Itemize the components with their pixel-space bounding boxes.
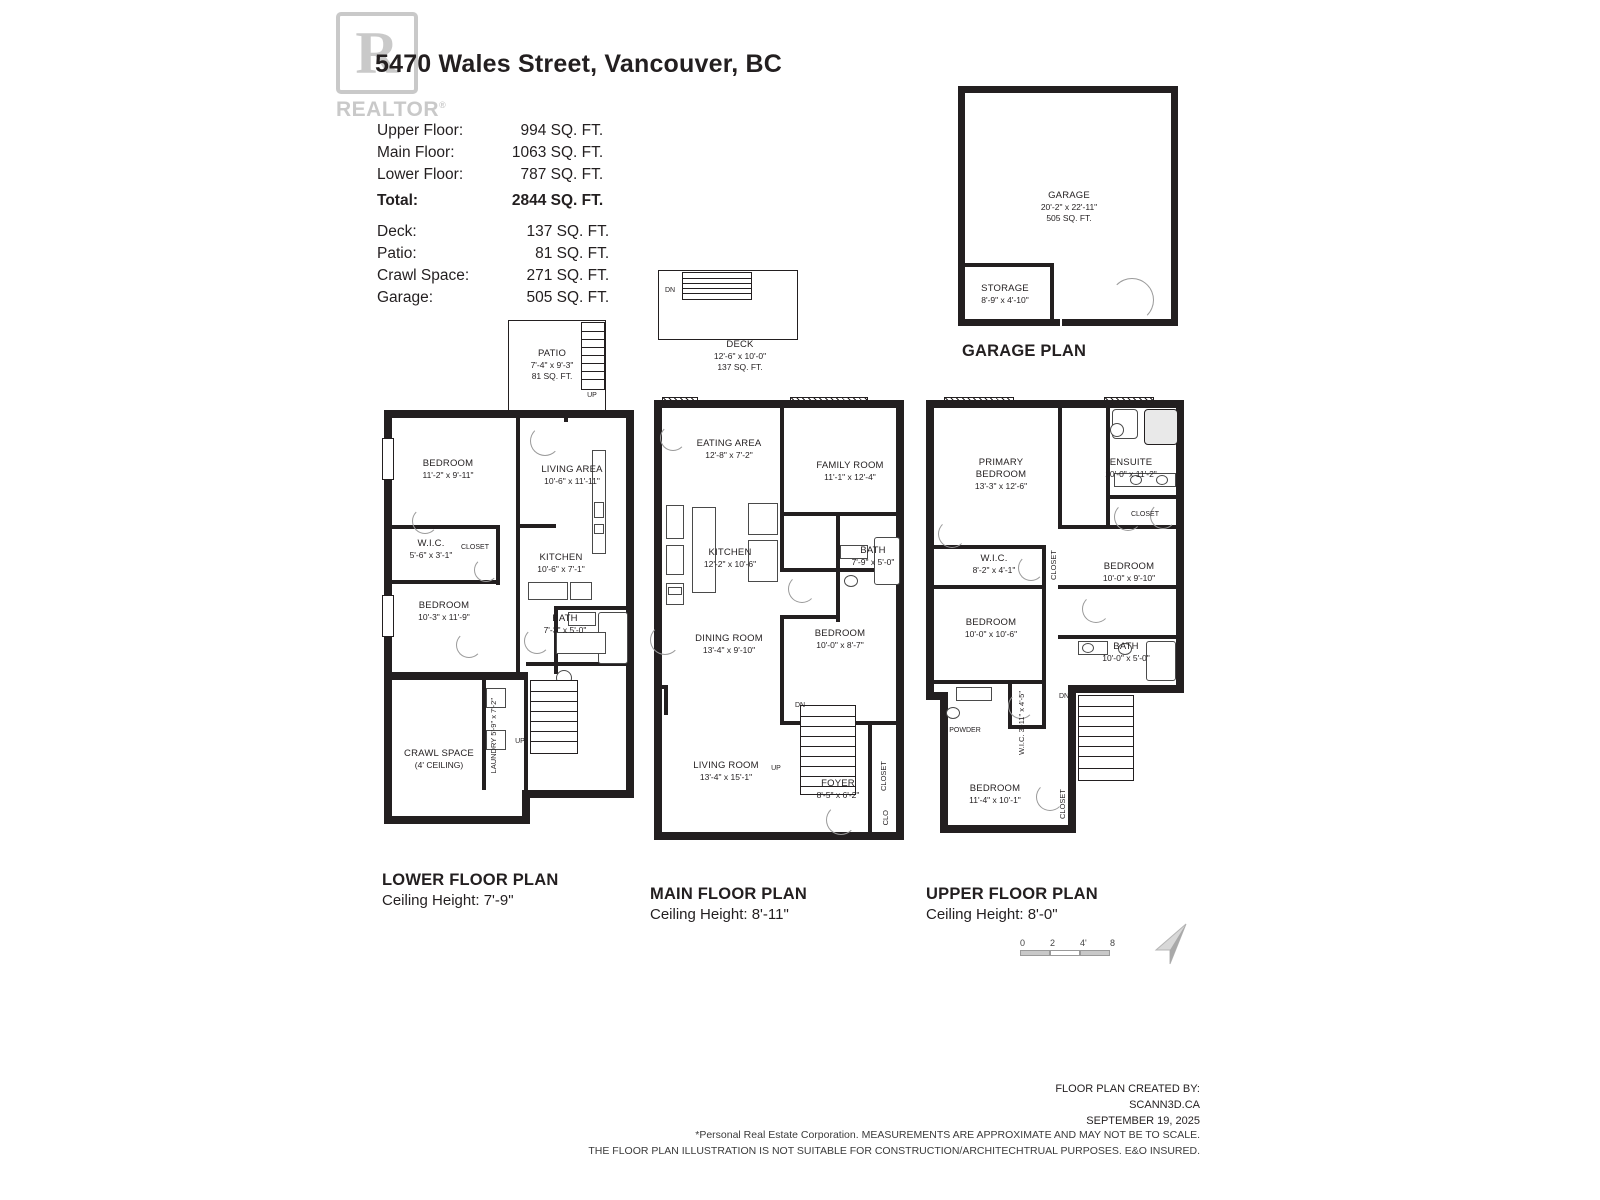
- main-floor-plan: [640, 265, 920, 855]
- eating-area-label: [674, 438, 784, 461]
- main-up-label: UP: [771, 765, 781, 772]
- area-value: 994 SQ. FT.: [520, 122, 604, 139]
- lower-partition-6: [516, 524, 556, 528]
- room-name: BEDROOM: [422, 458, 474, 469]
- door-swing-icon: [938, 520, 966, 548]
- deck-dn-label: DN: [664, 287, 676, 294]
- room-dim: 10'-0" x 10'-6": [964, 628, 1018, 639]
- room-name: BEDROOM: [1103, 561, 1155, 572]
- main-closet-label: CLOSET: [879, 761, 888, 792]
- patio-dim: 7'-4" x 9'-3": [530, 359, 574, 370]
- area-row: [377, 120, 603, 142]
- toilet-icon: [946, 707, 960, 719]
- window-icon: [662, 397, 698, 405]
- living-room-label: [668, 760, 784, 783]
- lower-wall-bottom-a: [384, 672, 524, 680]
- main-bath-label: [836, 545, 910, 568]
- upper-partition-13: [1008, 725, 1046, 729]
- room-name: BATH: [860, 545, 886, 556]
- room-dim: 11'-1" x 12'-4": [824, 471, 876, 482]
- main-plan-ceiling: Ceiling Height: 8'-11": [650, 906, 789, 923]
- main-partition-6: [780, 615, 840, 619]
- fridge-icon: [748, 503, 778, 535]
- upper-partition-8: [1058, 585, 1184, 589]
- scale-bar-graphic: [1020, 950, 1140, 956]
- window-icon: [944, 397, 1014, 405]
- room-name: CRAWL SPACE: [404, 748, 474, 759]
- main-partition-3: [780, 512, 784, 572]
- room-name: BEDROOM: [418, 600, 470, 611]
- area-row: [377, 142, 603, 164]
- room-name: KITCHEN: [708, 547, 752, 558]
- lower-partition-1: [392, 525, 500, 529]
- upper-bath-label: [1076, 641, 1176, 664]
- area-row: [377, 164, 603, 186]
- patio-area: 81 SQ. FT.: [531, 370, 573, 381]
- area-row: [377, 221, 609, 243]
- window-icon: [954, 825, 1054, 833]
- entry-door-swing-icon: [826, 805, 856, 835]
- main-dn-label: DN: [794, 702, 806, 709]
- area-label: Crawl Space:: [377, 267, 470, 284]
- lower-wall-lowleft: [384, 672, 392, 824]
- garage-storage-wall-top: [958, 263, 1054, 267]
- room-name: FAMILY ROOM: [816, 460, 884, 471]
- upper-partition-4: [1106, 495, 1184, 499]
- lower-partition-10: [524, 672, 528, 792]
- garage-door-swing-icon: [1110, 278, 1154, 322]
- door-swing-icon: [788, 575, 816, 603]
- main-wall-left: [654, 400, 662, 840]
- area-row: [377, 265, 609, 287]
- lower-closet-label: CLOSET: [460, 544, 489, 551]
- upper-wall-left: [926, 400, 934, 700]
- room-name-2: BEDROOM: [975, 468, 1027, 480]
- storage-room-name: STORAGE: [981, 283, 1029, 294]
- patio-name: PATIO: [537, 348, 567, 359]
- crawl-space-label: [396, 748, 482, 771]
- garage-door-gap: [1060, 319, 1062, 326]
- area-value: 1063 SQ. FT.: [511, 144, 604, 161]
- door-swing-icon: [474, 558, 498, 582]
- lower-partition-12: [564, 410, 568, 422]
- room-dim: 10'-6" x 11'-11": [544, 475, 600, 486]
- upper-closet-v-label: CLOSET: [1049, 550, 1058, 581]
- room-name: PRIMARY: [978, 457, 1024, 468]
- lower-wall-step-h: [522, 790, 634, 798]
- garage-room-name: GARAGE: [1048, 190, 1090, 201]
- main-partition-2: [780, 512, 904, 516]
- powder-label: POWDER: [949, 727, 981, 734]
- room-name: BEDROOM: [969, 783, 1021, 794]
- upper-wall-right: [1176, 400, 1184, 690]
- lower-partition-2: [496, 525, 500, 585]
- door-swing-icon: [530, 426, 560, 456]
- upper-closet-bottom-label: CLOSET: [1058, 789, 1067, 820]
- realtor-logo-wordmark: [336, 98, 447, 122]
- credit-line-1: FLOOR PLAN CREATED BY:: [1055, 1083, 1200, 1095]
- garage-wall-top: [958, 86, 1178, 93]
- lower-bath-label: [530, 613, 600, 636]
- room-dim: 8'-2" x 4'-1": [972, 564, 1016, 575]
- lower-partition-7: [554, 606, 634, 610]
- upper-plan-ceiling: Ceiling Height: 8'-0": [926, 906, 1058, 923]
- garage-storage-wall-right: [1050, 263, 1054, 323]
- room-dim: 10'-0" x 5'-0": [1102, 652, 1150, 663]
- disclaimer-line-2: THE FLOOR PLAN ILLUSTRATION IS NOT SUITABLE FOR CONSTRUCTION/ARCHITECHTRUAL PURPOSES. E&O INSURED.: [588, 1144, 1200, 1157]
- main-bedroom-label: [792, 628, 888, 651]
- upper-stairs: [1078, 695, 1134, 781]
- fridge-icon: [570, 582, 592, 600]
- area-row-total: [377, 186, 603, 212]
- room-dim: 7'-3" x 5'-0": [543, 624, 587, 635]
- realtor-word-sup: ®: [439, 100, 447, 110]
- sink-icon: [594, 502, 604, 518]
- scale-ticks: [1020, 938, 1140, 948]
- bathtub-icon: [1144, 409, 1178, 445]
- room-dim: 10'-0" x 9'-10": [1102, 572, 1156, 583]
- patio-label: [514, 348, 590, 381]
- main-partition-7: [780, 615, 784, 725]
- storage-room-dim: 8'-9" x 4'-10": [981, 294, 1029, 305]
- door-swing-icon: [1082, 595, 1110, 623]
- room-dim: 12'-2" x 10'-6": [703, 558, 757, 569]
- area-summary: [377, 120, 603, 212]
- room-name: KITCHEN: [539, 552, 583, 563]
- realtor-logo-letter: R: [355, 20, 399, 86]
- area-label: Upper Floor:: [377, 122, 464, 139]
- main-partition-1: [780, 408, 784, 516]
- upper-plan-title: UPPER FLOOR PLAN: [926, 885, 1098, 903]
- lower-wall-right-2: [626, 672, 634, 798]
- counter: [528, 582, 568, 600]
- room-name: FOYER: [821, 778, 855, 789]
- credit-line-3: SEPTEMBER 19, 2025: [1086, 1114, 1200, 1127]
- area-row: [377, 287, 609, 309]
- window-icon: [664, 832, 774, 840]
- main-partition-10: [664, 685, 668, 715]
- upper-dn-label: DN: [1058, 693, 1070, 700]
- lower-bedroom1-label: [398, 458, 498, 481]
- room-name: BATH: [1113, 641, 1139, 652]
- cooktop-icon: [668, 587, 682, 595]
- deck-label: [690, 339, 790, 372]
- room-name: LIVING ROOM: [693, 760, 759, 771]
- room-dim: 10'-0" x 11'-2": [1105, 468, 1157, 479]
- window-icon: [382, 438, 394, 480]
- patio-stairs: [581, 322, 605, 390]
- area-label: Main Floor:: [377, 144, 455, 161]
- room-dim: 5'-6" x 3'-1": [409, 549, 453, 560]
- upper-partition-14: [1042, 684, 1046, 728]
- north-arrow-icon: [1140, 920, 1192, 968]
- room-dim: 13'-3" x 12'-6": [974, 480, 1028, 491]
- realtor-word-text: REALTOR: [336, 98, 440, 121]
- scale-tick: 2: [1050, 938, 1056, 948]
- window-icon: [1104, 397, 1154, 405]
- lower-floor-plan: [378, 310, 648, 850]
- area-value: 505 SQ. FT.: [526, 289, 610, 306]
- toilet-icon: [844, 575, 858, 587]
- room-dim: 13'-4" x 15'-1": [699, 771, 753, 782]
- lower-up-label: UP: [515, 738, 525, 745]
- footer-credit: [1055, 1082, 1200, 1130]
- upper-bedroom-right-label: [1076, 561, 1182, 584]
- scale-tick: 4': [1080, 938, 1087, 948]
- area-label: Total:: [377, 192, 419, 209]
- lower-plan-ceiling: Ceiling Height: 7'-9": [382, 892, 514, 909]
- door-swing-icon: [456, 632, 482, 658]
- area-value: 271 SQ. FT.: [526, 267, 610, 284]
- lower-plan-title: LOWER FLOOR PLAN: [382, 871, 559, 889]
- disclaimer-line-1: *Personal Real Estate Corporation. MEASUREMENTS ARE APPROXIMATE AND MAY NOT BE TO SCALE.: [695, 1129, 1200, 1141]
- foyer-label: [798, 778, 878, 801]
- room-name: W.I.C.: [980, 553, 1008, 564]
- room-dim: 10'-6" x 7'-1": [537, 563, 585, 574]
- garage-plan-title: GARAGE PLAN: [962, 342, 1087, 360]
- scale-bar: [1020, 938, 1140, 956]
- room-dim: 10'-0" x 8'-7": [816, 639, 864, 650]
- room-name: BATH: [552, 613, 578, 624]
- upper-partition-1: [1058, 408, 1062, 528]
- lower-partition-5: [516, 524, 520, 674]
- patio-up-label: UP: [587, 392, 597, 399]
- room-dim: 10'-3" x 11'-9": [418, 611, 470, 622]
- main-kitchen-label: [682, 547, 778, 570]
- lower-wall-top: [384, 410, 634, 418]
- lower-partition-4: [516, 418, 520, 526]
- footer-disclaimer: [588, 1128, 1200, 1160]
- area-value: 787 SQ. FT.: [520, 166, 604, 183]
- lower-stairs: [530, 680, 578, 754]
- upper-wic2-label: W.I.C. 3'-11" x 4'-5": [1017, 691, 1026, 755]
- room-dim: 12'-6" x 10'-0": [713, 350, 767, 361]
- extra-area-summary: [377, 221, 609, 309]
- room-dim: 12'-8" x 7'-2": [705, 449, 753, 460]
- room-dim: 7'-9" x 5'-0": [851, 556, 895, 567]
- garage-plan: [950, 80, 1200, 340]
- main-partition-11: [654, 685, 668, 689]
- upper-bedroom-mid-label: [938, 617, 1044, 640]
- area-row: [377, 243, 609, 265]
- window-icon: [382, 595, 394, 637]
- area-label: Patio:: [377, 245, 417, 262]
- upper-closet-label: CLOSET: [1130, 511, 1159, 518]
- room-name: BEDROOM: [814, 628, 866, 639]
- room-dim: 11'-4" x 10'-1": [969, 794, 1021, 805]
- room-name: EATING AREA: [696, 438, 762, 449]
- laundry-label: LAUNDRY 5'-9" x 7'-2": [489, 698, 498, 774]
- stove-icon: [594, 524, 604, 534]
- lower-bedroom2-label: [394, 600, 494, 623]
- room-dim: 8'-5" x 6'-2": [816, 789, 860, 800]
- room-area: 137 SQ. FT.: [717, 361, 763, 372]
- lower-kitchen-label: [523, 552, 599, 575]
- area-label: Deck:: [377, 223, 417, 240]
- area-value: 137 SQ. FT.: [526, 223, 610, 240]
- garage-wall-bottom: [958, 319, 1178, 326]
- upper-wic-label: [944, 553, 1044, 576]
- upper-partition-9: [934, 680, 1046, 684]
- room-name: DECK: [726, 339, 754, 350]
- room-name: DINING ROOM: [695, 633, 763, 644]
- room-dim: (4' CEILING): [414, 759, 464, 770]
- room-name: ENSUITE: [1109, 457, 1153, 468]
- credit-line-2: SCANN3D.CA: [1129, 1098, 1200, 1111]
- window-icon: [790, 397, 868, 405]
- storage-room-label: [962, 283, 1048, 306]
- upper-partition-11: [1058, 635, 1184, 639]
- room-name: BEDROOM: [965, 617, 1017, 628]
- garage-room-area: 505 SQ. FT.: [1046, 212, 1092, 223]
- room-name: LIVING AREA: [541, 464, 603, 475]
- upper-partition-7: [934, 585, 1046, 589]
- room-name: W.I.C.: [417, 538, 445, 549]
- powder-counter: [956, 687, 992, 701]
- area-label: Garage:: [377, 289, 434, 306]
- upper-wall-right-step-v: [1068, 685, 1076, 833]
- area-value: 2844 SQ. FT.: [511, 192, 604, 209]
- page-title: 5470 Wales Street, Vancouver, BC: [375, 50, 783, 78]
- upper-floor-plan: [918, 395, 1198, 855]
- room-dim: 11'-2" x 9'-11": [422, 469, 474, 480]
- area-value: 81 SQ. FT.: [535, 245, 610, 262]
- dining-room-label: [674, 633, 784, 656]
- lower-wall-bottom-b: [384, 816, 530, 824]
- main-plan-title: MAIN FLOOR PLAN: [650, 885, 807, 903]
- main-partition-9: [868, 721, 872, 833]
- primary-bedroom-label: [946, 457, 1056, 491]
- upper-bedroom-bottom-label: [940, 783, 1050, 806]
- ensuite-label: [1086, 457, 1176, 480]
- area-label: Lower Floor:: [377, 166, 464, 183]
- room-dim: 13'-4" x 9'-10": [702, 644, 756, 655]
- scale-tick: 0: [1020, 938, 1026, 948]
- deck-stairs: [682, 272, 752, 300]
- upper-wall-right-step: [1068, 685, 1184, 693]
- main-clo-label: CLO: [881, 810, 890, 826]
- garage-wall-right: [1171, 86, 1178, 326]
- garage-room-label: [994, 190, 1144, 223]
- toilet-icon: [1110, 423, 1124, 437]
- lower-living-label: [522, 464, 622, 487]
- garage-room-dim: 20'-2" x 22'-11": [1040, 201, 1098, 212]
- scale-tick: 8: [1110, 938, 1116, 948]
- door-swing-icon: [412, 508, 438, 534]
- counter: [666, 505, 684, 539]
- family-room-label: [795, 460, 905, 483]
